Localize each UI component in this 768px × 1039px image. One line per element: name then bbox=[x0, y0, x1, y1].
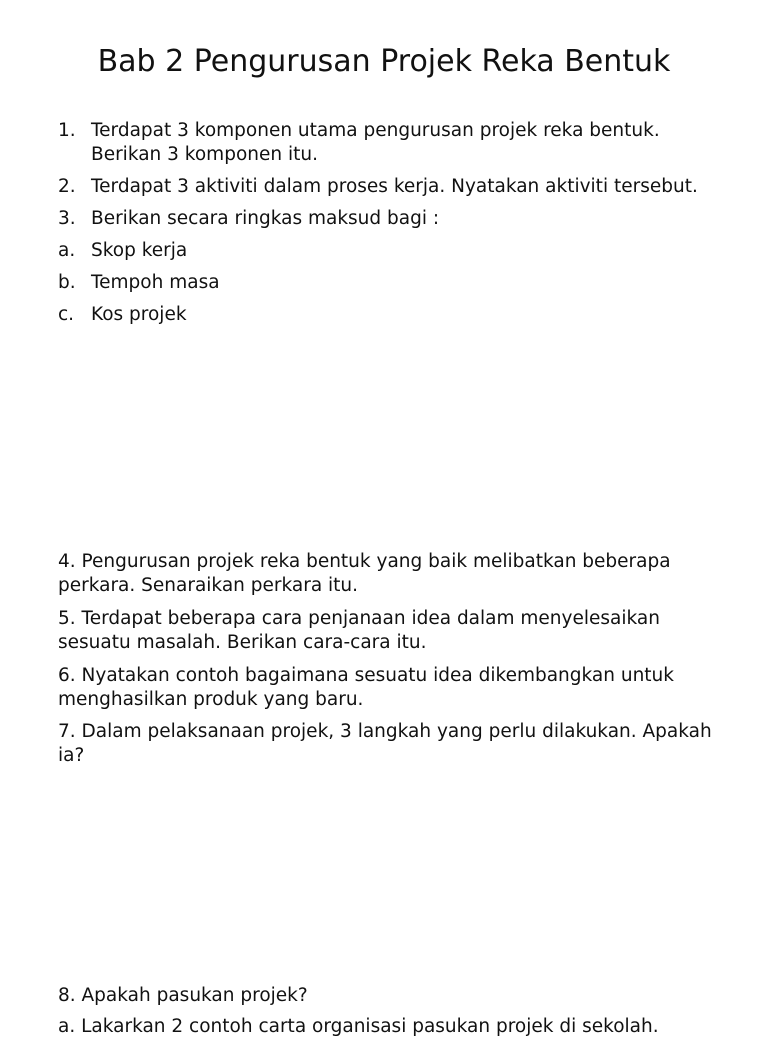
question-8a: a. Lakarkan 2 contoh carta organisasi pasukan projek di sekolah. bbox=[58, 1016, 659, 1037]
list-text: Tempoh masa bbox=[91, 272, 220, 293]
page-title: Bab 2 Pengurusan Projek Reka Bentuk bbox=[97, 44, 671, 79]
list-text: Terdapat 3 komponen utama pengurusan projek reka bentuk. Berikan 3 komponen itu. bbox=[91, 120, 660, 165]
list-marker: a. bbox=[58, 240, 76, 261]
list-text: Kos projek bbox=[91, 304, 187, 325]
list-marker: 3. bbox=[58, 208, 76, 229]
list-text: Skop kerja bbox=[91, 240, 188, 261]
list-marker: b. bbox=[58, 272, 76, 293]
question-list bbox=[58, 119, 718, 335]
list-text: Berikan secara ringkas maksud bagi : bbox=[91, 208, 440, 229]
list-item bbox=[58, 207, 718, 231]
question-6: 6. Nyatakan contoh bagaimana sesuatu idea dikembangkan untuk menghasilkan produk yang baru. bbox=[58, 665, 674, 710]
list-marker: 1. bbox=[58, 120, 76, 141]
list-item bbox=[58, 119, 718, 167]
question-8: 8. Apakah pasukan projek? bbox=[58, 985, 308, 1006]
list-item bbox=[58, 175, 718, 199]
list-marker: 2. bbox=[58, 176, 76, 197]
question-5: 5. Terdapat beberapa cara penjanaan idea dalam menyelesaikan sesuatu masalah. Berikan cara-cara itu. bbox=[58, 608, 660, 653]
list-text: Terdapat 3 aktiviti dalam proses kerja. Nyatakan aktiviti tersebut. bbox=[91, 176, 698, 197]
question-4: 4. Pengurusan projek reka bentuk yang baik melibatkan beberapa perkara. Senaraikan perkara itu. bbox=[58, 551, 671, 596]
list-item bbox=[58, 271, 718, 295]
list-marker: c. bbox=[58, 304, 75, 325]
list-item bbox=[58, 303, 718, 327]
question-7: 7. Dalam pelaksanaan projek, 3 langkah yang perlu dilakukan. Apakah ia? bbox=[58, 721, 712, 766]
list-item bbox=[58, 239, 718, 263]
